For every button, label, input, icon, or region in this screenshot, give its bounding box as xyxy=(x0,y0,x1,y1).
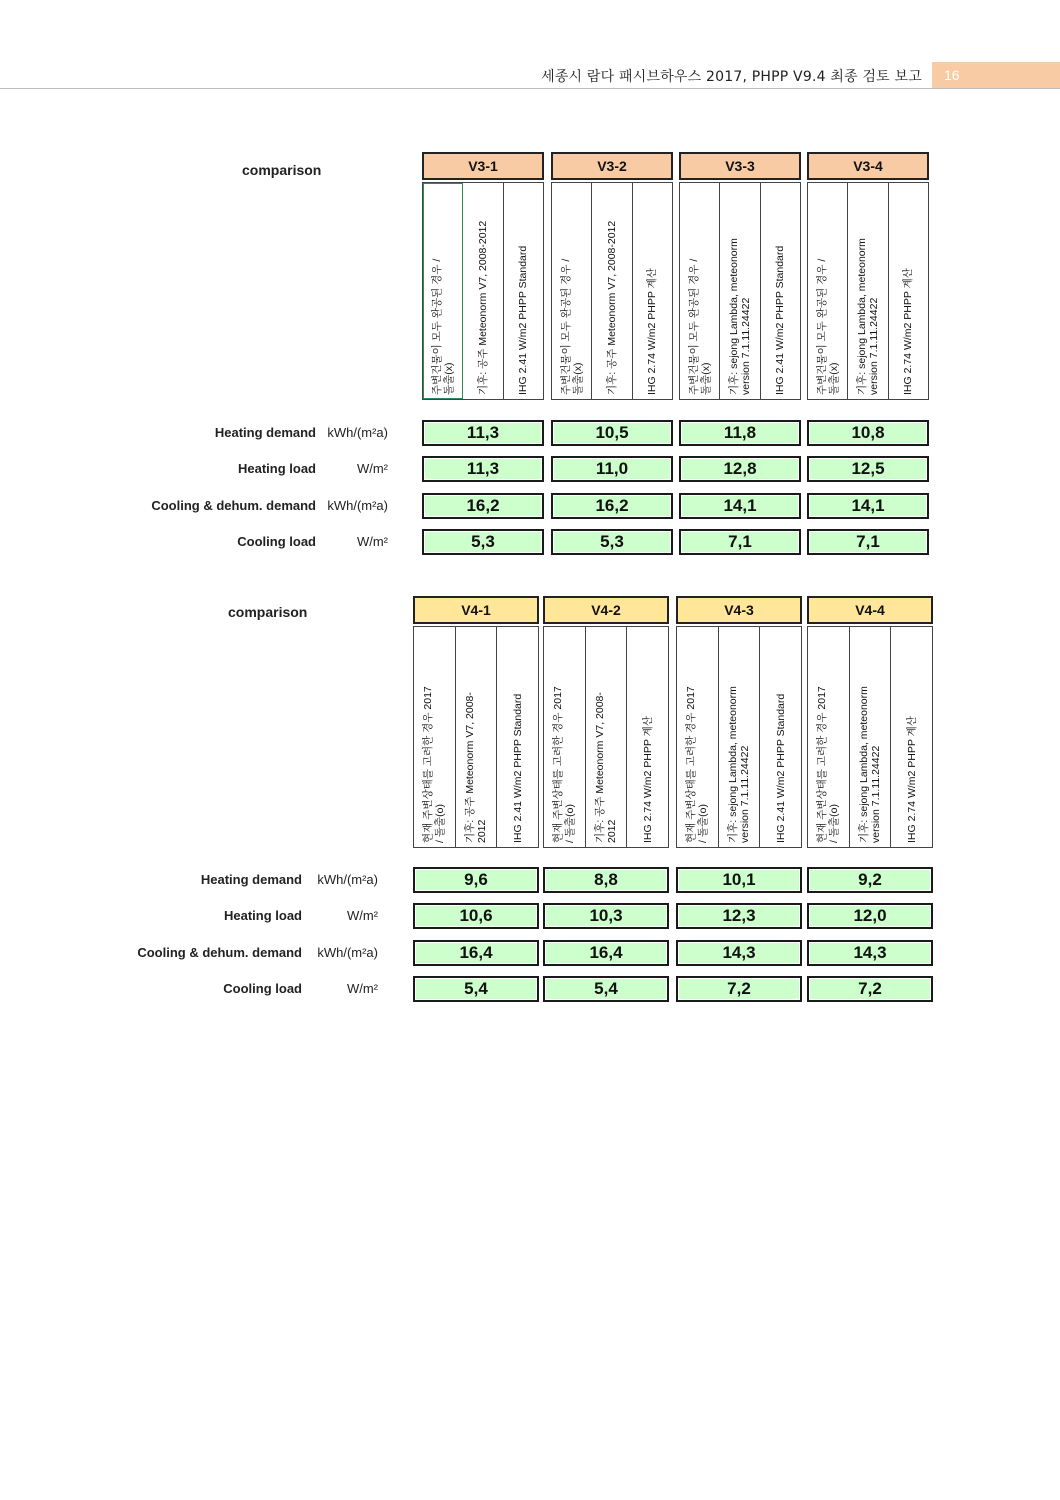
description-line: 돌출(x) xyxy=(571,362,584,395)
variant-description-cell xyxy=(808,183,848,399)
description-line: IHG 2.74 W/m2 PHPP 계산 xyxy=(902,268,915,395)
variant-description-cell xyxy=(552,183,592,399)
rotated-description xyxy=(552,686,576,843)
metric-unit: kWh/(m²a) xyxy=(317,872,378,887)
description-line: / 돌출(o) xyxy=(697,804,710,843)
description-line: 주변건물이 모두 완공된 경우 / xyxy=(559,258,572,395)
rotated-description xyxy=(906,716,918,843)
metric-value-cell: 7,2 xyxy=(807,976,933,1002)
description-line: IHG 2.74 W/m2 PHPP 계산 xyxy=(641,716,654,843)
rotated-description xyxy=(422,686,446,843)
rotated-description xyxy=(517,246,529,395)
rotated-description xyxy=(431,259,455,395)
description-line: 돌출(x) xyxy=(442,362,455,395)
metric-value-cell: 16,2 xyxy=(551,493,673,519)
metric-value-cell: 7,1 xyxy=(807,529,929,555)
description-line: version 7.1.11.24422 xyxy=(739,297,752,395)
metric-value-cell: 16,2 xyxy=(422,493,544,519)
comparison-label: comparison xyxy=(242,162,322,178)
document-title: 세종시 람다 패시브하우스 2017, PHPP V9.4 최종 검토 보고 xyxy=(541,69,922,85)
variant-description-cell xyxy=(808,627,850,847)
description-line: 기후: 공주 Meteonorm V7, 2008- xyxy=(594,692,606,843)
metric-value-cell: 9,6 xyxy=(413,867,539,893)
rotated-description xyxy=(858,686,882,843)
metric-value-cell: 10,5 xyxy=(551,420,673,446)
metric-unit: W/m² xyxy=(346,980,378,996)
metric-label: Cooling & dehum. demand xyxy=(151,497,316,513)
description-line: / 돌출(o) xyxy=(564,804,577,843)
description-line: version 7.1.11.24422 xyxy=(739,745,751,843)
metric-value-cell: 7,1 xyxy=(679,529,801,555)
metric-value-cell: 10,1 xyxy=(676,867,802,893)
description-line: IHG 2.74 W/m2 PHPP 계산 xyxy=(905,716,918,843)
metric-value-cell: 10,6 xyxy=(413,903,539,929)
rotated-description xyxy=(816,686,840,843)
variant-description-columns xyxy=(422,182,544,400)
variant-description-cell xyxy=(850,627,892,847)
metric-value-cell: 16,4 xyxy=(413,940,539,966)
description-line: 현재 주변상태를 고려한 경우 2017 xyxy=(816,686,829,843)
metric-value-cell: 14,3 xyxy=(676,940,802,966)
description-line: 기후: sejong Lambda, meteonorm xyxy=(858,686,870,843)
variant-description-cell xyxy=(677,627,719,847)
rotated-description xyxy=(774,246,786,395)
description-line: 기후: 공주 Meteonorm V7, 2008-2012 xyxy=(605,220,618,395)
variant-description-cell xyxy=(848,183,888,399)
metric-label: Cooling load xyxy=(223,980,302,996)
page-number: 16 xyxy=(932,62,1060,88)
rotated-description xyxy=(594,692,618,843)
variant-title: V4-3 xyxy=(676,596,802,624)
variant-description-cell xyxy=(891,627,932,847)
variant-block xyxy=(422,152,544,400)
description-line: 주변건물이 모두 완공된 경우 / xyxy=(430,258,443,395)
variant-description-cell xyxy=(592,183,632,399)
variant-block xyxy=(807,596,933,848)
rotated-description xyxy=(560,259,584,395)
metric-unit: kWh/(m²a) xyxy=(327,497,388,513)
description-line: 돌출(x) xyxy=(699,362,712,395)
description-line: / 돌출(o) xyxy=(828,804,841,843)
variant-description-cell xyxy=(761,183,800,399)
metric-label: Heating load xyxy=(223,908,302,924)
metric-value-cell: 5,3 xyxy=(422,529,544,555)
description-line: version 7.1.11.24422 xyxy=(867,297,880,395)
description-line: 현재 주변상태를 고려한 경우 2017 xyxy=(685,686,698,843)
rotated-description xyxy=(464,692,488,843)
metric-unit: W/m² xyxy=(356,533,388,549)
variant-block xyxy=(679,152,801,400)
description-line: 기후: 공주 Meteonorm V7, 2008-2012 xyxy=(476,220,489,395)
variant-block xyxy=(807,152,929,400)
description-line: 2012 xyxy=(476,819,488,843)
description-line: IHG 2.41 W/m2 PHPP Standard xyxy=(774,245,787,395)
metric-value-cell: 12,0 xyxy=(807,903,933,929)
comparison-section xyxy=(0,596,1060,1016)
variant-description-cell xyxy=(889,183,928,399)
metric-value-cell: 11,3 xyxy=(422,420,544,446)
variant-description-cell xyxy=(456,627,498,847)
metric-unit: kWh/(m²a) xyxy=(317,944,378,960)
metric-value-cell: 11,8 xyxy=(679,420,801,446)
rotated-description xyxy=(606,221,618,395)
variant-description-cell xyxy=(586,627,628,847)
rotated-description xyxy=(856,238,880,395)
variant-description-columns xyxy=(413,626,539,848)
variant-description-cell xyxy=(423,183,463,399)
description-line: 현재 주변상태를 고려한 경우 2017 xyxy=(552,686,565,843)
variant-description-columns xyxy=(807,626,933,848)
variant-block xyxy=(543,596,669,848)
metric-unit: kWh/(m²a) xyxy=(327,425,388,440)
rotated-description xyxy=(685,686,709,843)
variant-description-cell xyxy=(463,183,503,399)
metric-value-cell: 8,8 xyxy=(543,867,669,893)
metric-value-cell: 11,3 xyxy=(422,456,544,482)
description-line: IHG 2.41 W/m2 PHPP Standard xyxy=(511,693,524,843)
variant-title: V3-3 xyxy=(679,152,801,180)
variant-title: V3-2 xyxy=(551,152,673,180)
variant-block xyxy=(551,152,673,400)
metric-value-cell: 7,2 xyxy=(676,976,802,1002)
variant-description-cell xyxy=(627,627,668,847)
metric-value-cell: 9,2 xyxy=(807,867,933,893)
metric-value-cell: 12,5 xyxy=(807,456,929,482)
variant-title: V4-2 xyxy=(543,596,669,624)
variant-title: V4-1 xyxy=(413,596,539,624)
metric-value-cell: 11,0 xyxy=(551,456,673,482)
description-line: 2012 xyxy=(606,819,618,843)
rotated-description xyxy=(477,221,489,395)
rotated-description xyxy=(512,694,524,843)
metric-value-cell: 5,4 xyxy=(543,976,669,1002)
variant-description-cell xyxy=(504,183,543,399)
variant-description-cell xyxy=(720,183,760,399)
rotated-description xyxy=(816,259,840,395)
variant-description-columns xyxy=(543,626,669,848)
variant-description-columns xyxy=(551,182,673,400)
page-header xyxy=(0,62,1060,90)
rotated-description xyxy=(642,716,654,843)
metric-unit: W/m² xyxy=(356,461,388,477)
metric-value-cell: 12,8 xyxy=(679,456,801,482)
description-line: 기후: 공주 Meteonorm V7, 2008- xyxy=(464,692,476,843)
header-divider xyxy=(0,88,1060,89)
metric-value-cell: 14,1 xyxy=(679,493,801,519)
description-line: version 7.1.11.24422 xyxy=(870,745,882,843)
metric-value-cell: 14,3 xyxy=(807,940,933,966)
rotated-description xyxy=(646,268,658,395)
metric-label: Cooling load xyxy=(237,533,316,549)
variant-description-cell xyxy=(633,183,672,399)
variant-block xyxy=(413,596,539,848)
metric-label: Heating load xyxy=(237,461,316,477)
rotated-description xyxy=(728,238,752,395)
variant-title: V3-4 xyxy=(807,152,929,180)
variant-description-cell xyxy=(680,183,720,399)
description-line: IHG 2.41 W/m2 PHPP Standard xyxy=(517,245,530,395)
variant-description-cell xyxy=(719,627,761,847)
metric-value-cell: 14,1 xyxy=(807,493,929,519)
variant-description-columns xyxy=(679,182,801,400)
metric-label: Cooling & dehum. demand xyxy=(137,944,302,960)
metric-value-cell: 16,4 xyxy=(543,940,669,966)
description-line: 주변건물이 모두 완공된 경우 / xyxy=(687,258,700,395)
variant-description-cell xyxy=(414,627,456,847)
metric-value-cell: 10,8 xyxy=(807,420,929,446)
metric-label: Heating demand xyxy=(214,425,316,440)
metric-value-cell: 12,3 xyxy=(676,903,802,929)
description-line: 기후: sejong Lambda, meteonorm xyxy=(727,686,739,843)
rotated-description xyxy=(775,694,787,843)
metric-value-cell: 5,4 xyxy=(413,976,539,1002)
variant-description-columns xyxy=(807,182,929,400)
variant-block xyxy=(676,596,802,848)
description-line: 기후: sejong Lambda, meteonorm xyxy=(727,238,740,395)
variant-title: V3-1 xyxy=(422,152,544,180)
variant-description-cell xyxy=(497,627,538,847)
comparison-label: comparison xyxy=(228,604,308,620)
variant-description-cell xyxy=(544,627,586,847)
rotated-description xyxy=(688,259,712,395)
description-line: 현재 주변상태를 고려한 경우 2017 xyxy=(422,686,435,843)
description-line: IHG 2.41 W/m2 PHPP Standard xyxy=(774,693,787,843)
metric-unit: W/m² xyxy=(346,908,378,924)
description-line: 기후: sejong Lambda, meteonorm xyxy=(855,238,868,395)
description-line: 주변건물이 모두 완공된 경우 / xyxy=(815,258,828,395)
variant-description-cell xyxy=(760,627,801,847)
variant-description-columns xyxy=(676,626,802,848)
description-line: IHG 2.74 W/m2 PHPP 계산 xyxy=(646,268,659,395)
description-line: 돌출(x) xyxy=(827,362,840,395)
metric-value-cell: 5,3 xyxy=(551,529,673,555)
rotated-description xyxy=(727,686,751,843)
description-line: / 돌출(o) xyxy=(434,804,447,843)
variant-title: V4-4 xyxy=(807,596,933,624)
metric-label: Heating demand xyxy=(200,872,302,887)
rotated-description xyxy=(902,268,914,395)
metric-value-cell: 10,3 xyxy=(543,903,669,929)
comparison-section xyxy=(0,152,1060,572)
